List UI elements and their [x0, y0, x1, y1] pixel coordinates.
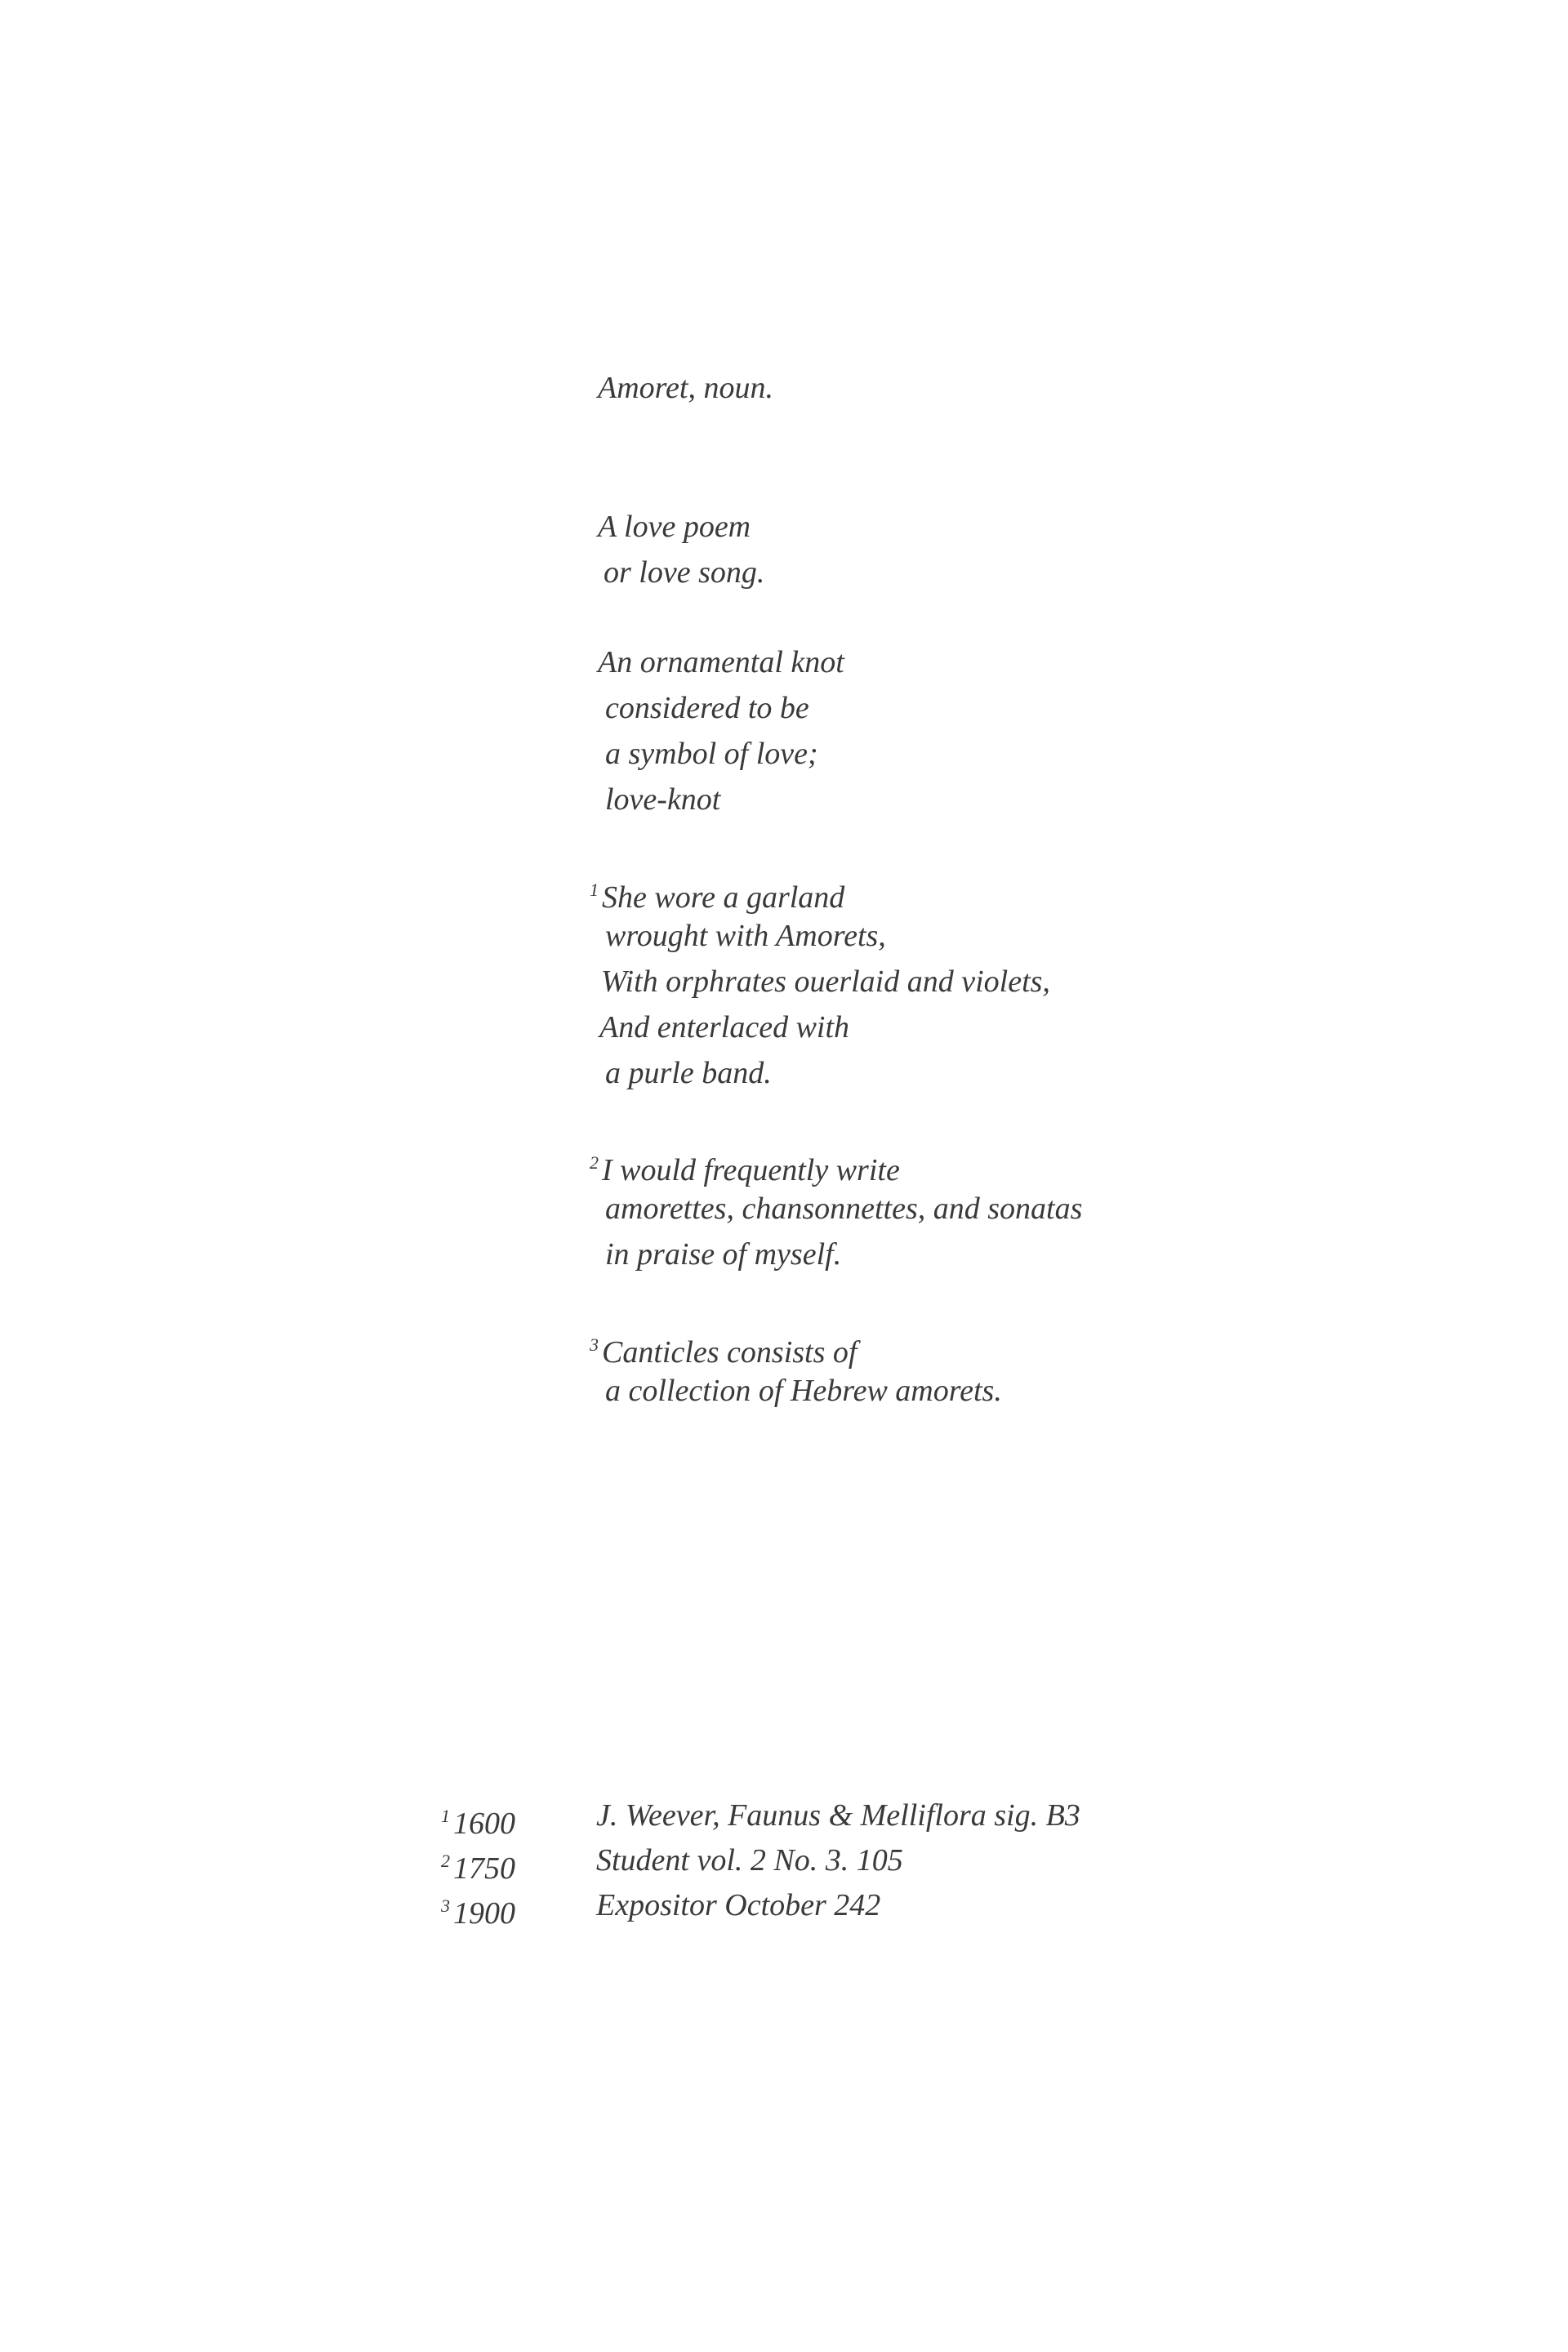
quotation-2: [590, 1140, 1325, 1277]
definition-line: A love poem: [598, 510, 751, 544]
quotation-3: [590, 1322, 1325, 1414]
footnotes: [441, 1793, 1421, 1931]
footnote-year: 1750: [453, 1851, 515, 1886]
quotation-line: a collection of Hebrew amorets.: [605, 1374, 1002, 1408]
footnote-marker: 2: [590, 1152, 599, 1173]
definition-line: a symbol of love;: [605, 737, 818, 771]
footnote-source: Student vol. 2 No. 3. 105: [596, 1843, 903, 1878]
quotation-line: I would frequently write: [602, 1153, 900, 1187]
footnote-row: [441, 1838, 1421, 1886]
definition-1: [590, 504, 1325, 595]
quotation-line: a purle band.: [605, 1056, 772, 1090]
quotation-line: She wore a garland: [602, 880, 845, 915]
definition-line: An ornamental knot: [598, 645, 844, 679]
footnote-marker: 2: [441, 1851, 450, 1871]
footnote-marker: 3: [441, 1895, 450, 1916]
definition-2: [590, 639, 1325, 822]
definition-line: love-knot: [605, 782, 721, 817]
footnote-marker: 3: [590, 1334, 599, 1355]
definition-line: or love song.: [604, 555, 765, 590]
quotation-line: With orphrates ouerlaid and violets,: [601, 964, 1050, 999]
quotation-line: And enterlaced with: [599, 1010, 850, 1045]
quotation-line: in praise of myself.: [605, 1237, 842, 1272]
definition-line: considered to be: [605, 691, 809, 725]
quotation-line: wrought with Amorets,: [605, 919, 886, 953]
footnote-year: 1600: [453, 1806, 515, 1841]
quotation-line: Canticles consists of: [602, 1335, 858, 1370]
footnote-row: [441, 1793, 1421, 1841]
footnote-source: Expositor October 242: [596, 1888, 881, 1922]
footnote-source: J. Weever, Faunus & Melliflora sig. B3: [596, 1798, 1080, 1833]
quotation-1: [590, 867, 1325, 1096]
footnote-row: [441, 1883, 1421, 1931]
footnote-marker: 1: [590, 880, 599, 900]
headword: Amoret, noun.: [598, 371, 773, 405]
footnote-year: 1900: [453, 1896, 515, 1931]
quotation-line: amorettes, chansonnettes, and sonatas: [605, 1192, 1083, 1226]
footnote-marker: 1: [441, 1806, 450, 1826]
